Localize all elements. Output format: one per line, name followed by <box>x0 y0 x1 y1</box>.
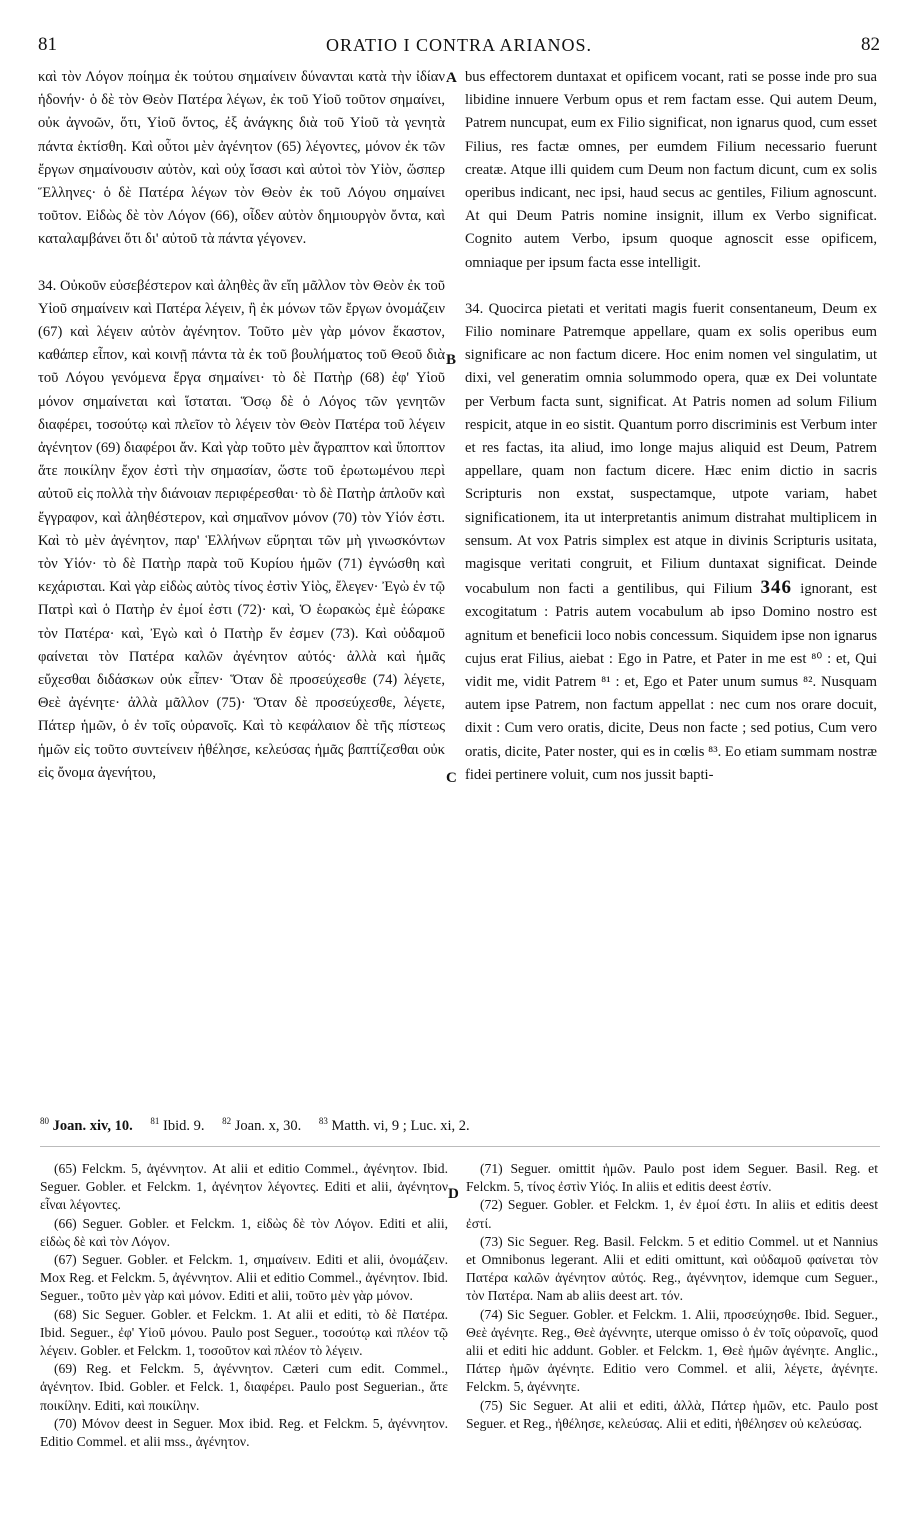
footnote-82 <box>222 1118 301 1134</box>
page-number-right: 82 <box>861 34 880 55</box>
margin-marker-b: B <box>446 352 457 368</box>
note-69: (69) Reg. et Felckm. 5, ἀγέννητον. Cæteri cum edit. Commel., ἀγένητον. Ibid. Gobler. et Felck. 1, διαφέρει. Paulo post Seguerian., ἅτε ποικίλην. Editi, καὶ ποικίλην. <box>40 1361 448 1413</box>
latin-paragraph-2 <box>465 298 877 787</box>
page-number-left: 81 <box>38 34 57 55</box>
footnote-81 <box>150 1118 204 1134</box>
footnote-83-num: 83 <box>318 1116 328 1126</box>
footnote-80 <box>40 1118 133 1134</box>
column-number: 346 <box>760 577 793 599</box>
running-title: ORATIO I CONTRA ARIANOS. <box>325 35 592 55</box>
footnote-83 <box>319 1118 470 1134</box>
latin-paragraph-1: bus effectorem duntaxat et opificem vocant, rati se posse inde pro sua libidine innuere Verbum opus et rem factam esse. Qui autem Deum, Patrem nuncupat, eum ex Filio significat, non ignarus quod, cum esset Filius, res factæ omnes, per eumdem Filium necessario fuerunt creatæ. Atque illi quidem cum Deum non factum dicunt, cum ex solis operibus indicant, nec ipsi, haud secus ac gentiles, Filium agnoscunt. At qui Deum Patris nomine insignit, illum ex Verbo significat. Cognito autem Verbo, ipsum quoque agnoscit esse opificem, omniaque per ipsum facta esse intelligit. <box>465 69 877 271</box>
note-65: (65) Felckm. 5, ἀγέννητον. At alii et editio Commel., ἀγένητον. Ibid. Seguer. Gobler. et Felckm. 1, ἀγένητον λέγοντες. Editi et alii, ἀγένητον εἶναι λέγοντες. <box>40 1161 448 1213</box>
note-72: (72) Seguer. Gobler. et Felckm. 1, ἐν ἐμοί ἐστι. In aliis et editis deest ἐστί. <box>466 1197 878 1231</box>
latin-column <box>465 66 877 787</box>
note-68: (68) Sic Seguer. Gobler. et Felckm. 1. At alii et editi, τὸ δὲ Πατέρα. Ibid. Seguer., ἐφ' Υἱοῦ μόνου. Paulo post Seguer., τοσούτῳ καὶ πλέον τῷ λέγειν. Gobler. et Felckm. 1, τοσοῦτον καὶ πλέον τὸ λέγειν. <box>40 1306 448 1359</box>
critical-notes-right <box>466 1160 878 1433</box>
note-66: (66) Seguer. Gobler. et Felckm. 1, εἰδὼς δὲ τὸν Λόγον. Editi et alii, εἰδὼς δὲ καὶ τὸν Λόγον. <box>40 1215 448 1249</box>
note-71: (71) Seguer. omittit ἡμῶν. Paulo post idem Seguer. Basil. Reg. et Felckm. 5, τίνος ἐστὶν Υἱός. In aliis et editis deest ἐστίν. <box>466 1161 878 1195</box>
notes-divider <box>40 1146 880 1147</box>
note-70: (70) Μόνον deest in Seguer. Mox ibid. Reg. et Felckm. 5, ἀγέννητον. Editio Commel. et alii mss., ἀγένητον. <box>40 1415 448 1450</box>
latin-paragraph-2-text: 34. Quocirca pietati et veritati magis fuerit consentaneum, Deum ex Filio nominare Patremque appellare, quam ex solis operibus eum significare ac non factum dicere. Hoc enim nomen vel singulatim, ut dixi, vel generatim omnia solummodo opera, quæ ex Dei voluntate per Verbum facta sunt, significat. At Patris nomen ad solum Filium respicit, atque in eo sistit. Quantum porro discriminis est Verbum inter et res factas, ita aliud, imo longe majus aliquid est Deum, Patrem appellare, quam non factum dicere. Hæc enim dictio in sacris Scripturis non exstat, suspectamque, utpote variam, habet significationem, ita ut interpretantis animum distrahat multiplicem in sensum. At vox Patris simplex est atque in divinis Scripturis usitata, magisque veritati congruit, et Filium duntaxat significat. Deinde vocabulum non facti a gentilibus, qui Filium <box>465 300 877 598</box>
footnote-80-text: Joan. xiv, 10. <box>52 1117 133 1134</box>
note-75: (75) Sic Seguer. At alii et editi, ἀλλὰ, Πάτερ ἡμῶν, etc. Paulo post Seguer. et Reg., ἠθέλησε, κελεύσας. Alii et editi, ἠθέλησεν οὐ κελεύσας. <box>466 1397 878 1431</box>
note-74: (74) Sic Seguer. Gobler. et Felckm. 1. Alii, προσεύχησθε. Ibid. Seguer., Θεὲ ἀγένητε. Reg., Θεὲ ἀγέννητε, uterque omisso ὁ ἐν τοῖς οὐρανοῖς, quod alii et editi hic addunt. Gobler. et Felckm. 1, Θεὲ ἡμῶν ἀγένητε. Anglic., Πάτερ ἡμῶν ἀγένητε. Editio vero Commel. et alii, λέγετε, ἀγένητε. Felckm. 5, ἀγέννητε. <box>466 1306 878 1395</box>
footnote-81-num: 81 <box>150 1116 160 1126</box>
latin-paragraph-2-cont: ignorant, est excogitatum : Patris autem vocabulum ab ipso Domino nostro est agnitum et beneficii loco nobis concessum. Siquidem ipse non ignarus cujus erat Filius, aiebat : Ego in Patre, et Pater in me est ⁸⁰ : et, Qui vidit me, vidit Patrem ⁸¹ : et, Ego et Pater unum sumus ⁸². Nusquam autem ipse Patrem, non factum appellat : nec cum nos orare docuit, dixit : Cum vero oratis, dicite, Deus non facte ; sed potius, Cum vero oratis, dicite, Pater noster, qui es in cœlis ⁸³. Eo etiam summam nostræ fidei pertinere voluit, cum nos jussit bapti- <box>465 581 877 783</box>
running-header <box>38 34 880 60</box>
footnote-82-num: 82 <box>222 1116 232 1126</box>
margin-marker-c: C <box>446 770 457 786</box>
footnote-83-text: Matth. vi, 9 ; Luc. xi, 2. <box>331 1117 470 1134</box>
note-67: (67) Seguer. Gobler. et Felckm. 1, σημαίνειν. Editi et alii, ὀνομάζειν. Mox Reg. et Felckm. 5, ἀγέννητον. Alii et editio Commel., ἀγένητον. Ibid. Seguer., τοῦτο μὲν γὰρ καὶ μόνον. Editi et alii, τοῦτο μὲν γὰρ μόνον. <box>40 1252 448 1304</box>
footnote-81-text: Ibid. 9. <box>163 1117 205 1134</box>
margin-marker-d: D <box>448 1186 459 1202</box>
footnote-82-text: Joan. x, 30. <box>234 1117 302 1134</box>
greek-paragraph-1: καὶ τὸν Λόγον ποίημα ἐκ τούτου σημαίνειν δύνανται κατὰ τὴν ἰδίαν ἡδονήν· ὁ δὲ τὸν Θεὸν Πατέρα λέγων, ἐκ τοῦ Υἱοῦ τοῦτον σημαίνει, οὐκ ἀγνοῶν, ὅτι, Υἱοῦ ὄντος, ἐξ ἀνάγκης διὰ τοῦ Υἱοῦ τὰ γενητὰ πάντα ἐκτίσθη. Καὶ οὗτοι μὲν ἀγένητον (65) λέγοντες, μόνον ἐκ τῶν ἔργων σημαίνουσιν αὐτὸν, καὶ οὐχ ἴσασι καὶ αὐτοὶ τὸν Υἱὸν, ὥσπερ Ἕλληνες· ὁ δὲ Πατέρα λέγων τὸν Θεὸν ἐκ τοῦ Λόγου σημαίνει τοῦτον. Εἰδὼς δὲ τὸν Λόγον (66), οἶδεν αὐτὸν δημιουργὸν ὄντα, καὶ καταλαμβάνει ὅτι δι' αὐτοῦ τὰ πάντα γέγονεν. <box>38 69 445 248</box>
footnote-80-num: 80 <box>40 1116 49 1126</box>
margin-marker-a: A <box>446 70 457 86</box>
scripture-footnotes <box>40 1116 880 1135</box>
note-73: (73) Sic Seguer. Reg. Basil. Felckm. 5 et editio Commel. ut et Nannius et Omnibonus legerant. Alii et editi omittunt, καὶ οὐδαμοῦ φαίνεται τὸν Πατέρα καλῶν ἀγένητον αὐτός. Reg., ἀγέννητον, idemque cum Seguer., τὸν Πατέρα. Nam ab aliis deest art. τόν. <box>466 1233 878 1304</box>
critical-notes-left <box>40 1160 448 1451</box>
greek-paragraph-2: 34. Οὐκοῦν εὐσεβέστερον καὶ ἀληθὲς ἂν εἴη μᾶλλον τὸν Θεὸν ἐκ τοῦ Υἱοῦ σημαίνειν καὶ Πατέρα λέγειν, ἢ ἐκ μόνων τῶν ἔργων ὀνομάζειν (67) καὶ λέγειν αὐτὸν ἀγένητον. Τοῦτο μὲν γὰρ μόνον ἕκαστον, καθάπερ εἶπον, καὶ κοινῇ πάντα τὰ ἐκ τοῦ βουλήματος τοῦ Θεοῦ διὰ τοῦ Λόγου γενόμενα ἔργα σημαίνει· τὸ δὲ Πατὴρ (68) ἐφ' Υἱοῦ μόνον σημαίνεται καὶ ἵσταται. Ὅσῳ δὲ ὁ Λόγος τῶν γενητῶν διαφέρει, τοσούτῳ καὶ πλεῖον τὸ λέγειν τὸν Θεὸν Πατέρα τοῦ λέγειν ἀγένητον (69) διαφέροι ἄν. Καὶ γὰρ τοῦτο μὲν ἄγραπτον καὶ ὕποπτον ἅτε ποικίλην ἔχον ἐστὶ τὴν σημασίαν, ὥστε τοῦ ἐρωτωμένου περὶ αὐτοῦ εἰς πολλὰ τὴν διάνοιαν περιφέρεσθαι· τὸ δὲ Πατὴρ ἁπλοῦν καὶ ἔγγραφον, καὶ ἀληθέστερον, καὶ σημαῖνον μόνον (70) τὸν Υἱόν ἐστι. Καὶ τὸ μὲν ἀγένητον, παρ' Ἑλλήνων εὕρηται τῶν μὴ γινωσκόντων τὸν Υἱόν· τὸ δὲ Πατὴρ παρὰ τοῦ Κυρίου ἡμῶν (71) ἐγνώσθη καὶ κεχάρισται. Καὶ γὰρ εἰδὼς αὐτὸς τίνος ἐστὶν Υἱὸς, ἔλεγεν· Ἐγὼ ἐν τῷ Πατρὶ καὶ ὁ Πατὴρ ἐν ἐμοί ἐστι (72)· καὶ, Ὁ ἑωρακὼς ἐμὲ ἑώρακε τὸν Πατέρα· καὶ, Ἐγὼ καὶ ὁ Πατὴρ ἕν ἐσμεν (73). Καὶ οὐδαμοῦ φαίνεται τὸν Πατέρα καλῶν ἀγένητον αὐτός· ἀλλὰ καὶ ἡμᾶς εὔχεσθαι διδάσκων οὐκ εἶπεν· Ὅταν δὲ προσεύχεσθε (74) λέγετε, Θεὲ ἀγένητε· ἀλλὰ μᾶλλον (75)· Ὅταν δὲ προσεύχεσθε, λέγετε, Πάτερ ἡμῶν, ὁ ἐν τοῖς οὐρανοῖς. Καὶ τὸ κεφάλαιον δὲ τῆς πίστεως ἡμῶν εἰς τοῦτο συντείνειν ἠθέλησε, κελεύσας ἡμᾶς βαπτίζεσθαι οὐκ εἰς ὄνομα ἀγενήτου, <box>38 277 445 781</box>
greek-column <box>38 66 445 785</box>
